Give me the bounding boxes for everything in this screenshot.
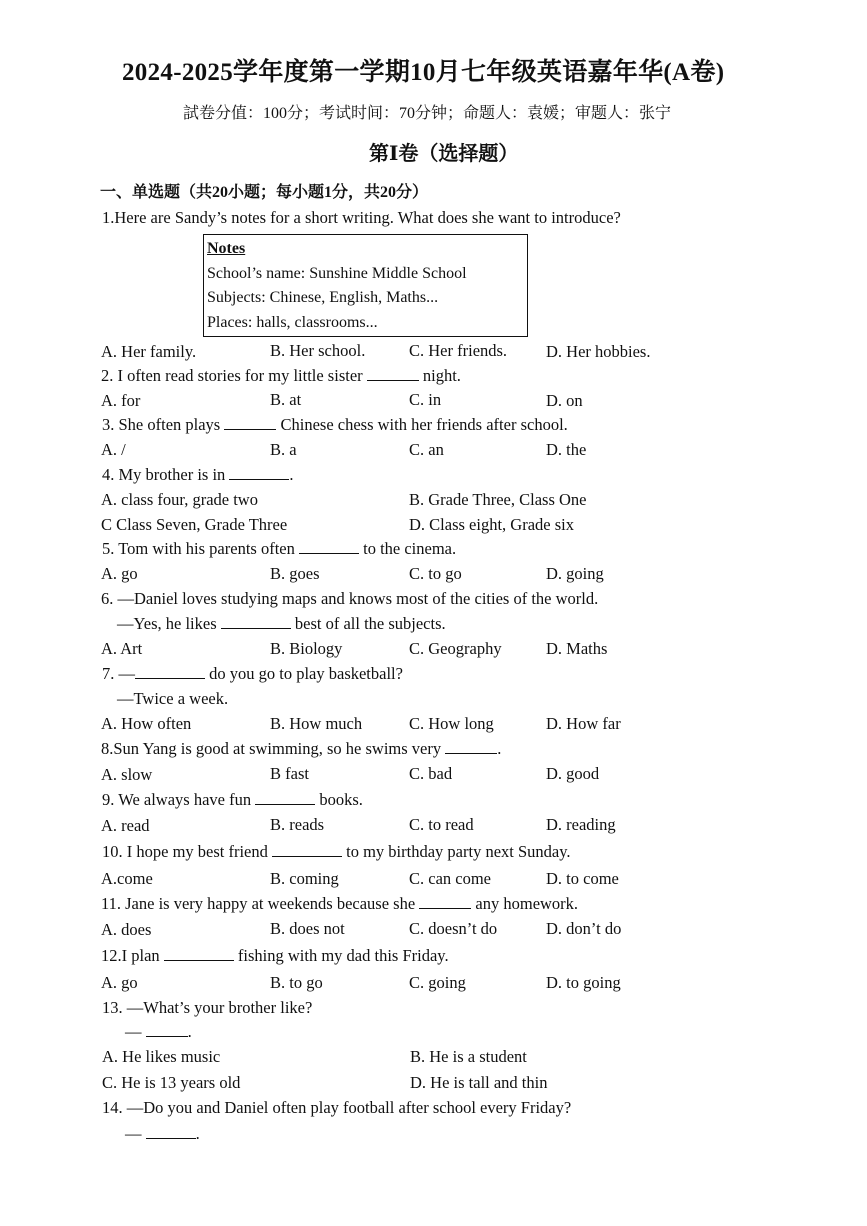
answer-blank[interactable] (419, 894, 471, 909)
question-6-stem: 6. —Daniel loves studying maps and knows most of the cities of the world. (101, 589, 599, 608)
q11-option-b[interactable]: B. does not (270, 919, 345, 938)
q4-option-a[interactable]: A. class four, grade two (101, 490, 258, 509)
answer-blank[interactable] (146, 1124, 196, 1139)
volume-heading: 第Ⅰ卷（选择题） (369, 143, 519, 165)
answer-blank[interactable] (299, 539, 359, 554)
question-text: — (125, 1022, 142, 1041)
q12-option-d[interactable]: D. to going (546, 973, 621, 992)
question-text: —Yes, he likes (117, 614, 217, 633)
q8-option-c[interactable]: C. bad (409, 764, 453, 783)
q5-option-c[interactable]: C. to go (409, 564, 462, 583)
question-text: . (195, 1124, 200, 1143)
question-14-reply (125, 1124, 200, 1144)
answer-blank[interactable] (224, 415, 276, 430)
notes-title: Notes (207, 240, 246, 257)
q12-option-b[interactable]: B. to go (270, 973, 323, 992)
question-text: Chinese chess with her friends after school. (280, 415, 568, 434)
notes-line: School’s name: Sunshine Middle School (207, 264, 467, 282)
question-text: books. (319, 790, 363, 809)
q1-option-a[interactable]: A. Her family. (101, 342, 197, 361)
question-9-stem (102, 790, 363, 810)
question-14-stem: 14. —Do you and Daniel often play football after school every Friday? (102, 1098, 572, 1117)
answer-blank[interactable] (221, 614, 291, 629)
q8-option-a[interactable]: A. slow (101, 765, 153, 784)
question-text: 3. She often plays (102, 415, 221, 434)
question-11-stem (101, 894, 578, 914)
section-heading: 一、单选题（共20小题；每小题1分，共20分） (100, 184, 429, 201)
question-text: to the cinema. (363, 539, 457, 558)
answer-blank[interactable] (367, 366, 419, 381)
q9-option-c[interactable]: C. to read (409, 815, 474, 834)
question-text: . (187, 1022, 192, 1041)
q4-option-b[interactable]: B. Grade Three, Class One (409, 490, 587, 509)
answer-blank[interactable] (272, 842, 342, 857)
q6-option-a[interactable]: A. Art (101, 639, 143, 658)
question-text: 5. Tom with his parents often (102, 539, 295, 558)
question-text: 10. I hope my best friend (102, 842, 268, 861)
question-text: any homework. (475, 894, 579, 913)
notes-line: Subjects: Chinese, English, Maths... (207, 289, 439, 306)
q8-option-d[interactable]: D. good (546, 764, 600, 783)
question-7-stem (102, 664, 403, 684)
notes-box (203, 234, 528, 337)
q13-option-d[interactable]: D. He is tall and thin (410, 1073, 548, 1092)
q3-option-d[interactable]: D. the (546, 440, 587, 459)
question-text: to my birthday party next Sunday. (346, 842, 571, 861)
q5-option-a[interactable]: A. go (101, 564, 138, 583)
question-7-reply: —Twice a week. (117, 689, 229, 708)
q10-option-c[interactable]: C. can come (409, 869, 492, 888)
answer-blank[interactable] (146, 1022, 188, 1037)
question-text: 11. Jane is very happy at weekends because she (101, 894, 416, 913)
question-5-stem (102, 539, 456, 559)
question-text: fishing with my dad this Friday. (237, 946, 449, 965)
q8-option-b[interactable]: B fast (270, 764, 309, 783)
question-text: 8.Sun Yang is good at swimming, so he swims very (101, 739, 442, 758)
question-13-stem: 13. —What’s your brother like? (102, 998, 313, 1017)
question-text: 9. We always have fun (102, 790, 252, 809)
q9-option-d[interactable]: D. reading (546, 815, 616, 834)
question-text: best of all the subjects. (294, 614, 446, 633)
q2-option-d[interactable]: D. on (546, 391, 583, 410)
q4-option-d[interactable]: D. Class eight, Grade six (409, 515, 574, 534)
question-10-stem (102, 842, 571, 862)
exam-meta: 試卷分值：100分；考试时间：70分钟；命题人：袁媛；审题人：张宁 (183, 105, 672, 122)
q7-option-a[interactable]: A. How often (101, 714, 192, 733)
answer-blank[interactable] (229, 465, 289, 480)
question-text: . (289, 465, 294, 484)
q11-option-c[interactable]: C. doesn’t do (409, 919, 498, 938)
q10-option-b[interactable]: B. coming (270, 869, 339, 888)
q13-option-b[interactable]: B. He is a student (410, 1047, 527, 1066)
q11-option-a[interactable]: A. does (101, 920, 152, 939)
q2-option-b[interactable]: B. at (270, 390, 302, 409)
question-13-reply (125, 1022, 192, 1042)
q1-option-b[interactable]: B. Her school. (270, 341, 366, 360)
q1-option-d[interactable]: D. Her hobbies. (546, 342, 651, 361)
q3-option-c[interactable]: C. an (409, 440, 444, 459)
q6-option-b[interactable]: B. Biology (270, 639, 343, 658)
q7-option-d[interactable]: D. How far (546, 714, 621, 733)
question-8-stem (101, 739, 501, 759)
question-text: 4. My brother is in (102, 465, 226, 484)
answer-blank[interactable] (445, 739, 497, 754)
answer-blank[interactable] (135, 664, 205, 679)
exam-title: 2024-2025学年度第一学期10月七年级英语嘉年华(A卷) (122, 59, 725, 86)
question-3-stem (102, 415, 568, 435)
question-text: 7. — (102, 664, 135, 683)
q3-option-b[interactable]: B. a (270, 440, 297, 459)
q9-option-a[interactable]: A. read (101, 816, 150, 835)
q13-option-a[interactable]: A. He likes music (102, 1047, 221, 1066)
q10-option-a[interactable]: A.come (101, 869, 153, 888)
question-text: night. (422, 366, 461, 385)
answer-blank[interactable] (164, 946, 234, 961)
question-1-stem: 1.Here are Sandy’s notes for a short writing. What does she want to introduce? (102, 208, 621, 227)
q4-option-c[interactable]: C Class Seven, Grade Three (101, 515, 288, 534)
question-text: 12.I plan (101, 946, 160, 965)
question-text: — (125, 1124, 142, 1143)
q11-option-d[interactable]: D. don’t do (546, 919, 622, 938)
notes-line: Places: halls, classrooms... (207, 313, 378, 331)
q10-option-d[interactable]: D. to come (546, 869, 619, 888)
q1-option-c[interactable]: C. Her friends. (409, 341, 508, 360)
q5-option-d[interactable]: D. going (546, 564, 604, 583)
answer-blank[interactable] (255, 790, 315, 805)
q2-option-a[interactable]: A. for (101, 391, 141, 410)
question-12-stem (101, 946, 449, 966)
q5-option-b[interactable]: B. goes (270, 564, 320, 583)
q7-option-b[interactable]: B. How much (270, 714, 363, 733)
q9-option-b[interactable]: B. reads (270, 815, 325, 834)
q13-option-c[interactable]: C. He is 13 years old (102, 1073, 241, 1092)
q3-option-a[interactable]: A. / (101, 440, 126, 459)
question-text: . (497, 739, 502, 758)
question-6-reply (117, 614, 446, 634)
q7-option-c[interactable]: C. How long (409, 714, 494, 733)
q12-option-c[interactable]: C. going (409, 973, 466, 992)
question-text: do you go to play basketball? (209, 664, 403, 683)
q6-option-c[interactable]: C. Geography (409, 639, 502, 658)
q2-option-c[interactable]: C. in (409, 390, 442, 409)
question-text: 2. I often read stories for my little sister (101, 366, 363, 385)
q6-option-d[interactable]: D. Maths (546, 639, 608, 658)
question-4-stem (102, 465, 294, 485)
question-2-stem (101, 366, 461, 386)
q12-option-a[interactable]: A. go (101, 973, 138, 992)
